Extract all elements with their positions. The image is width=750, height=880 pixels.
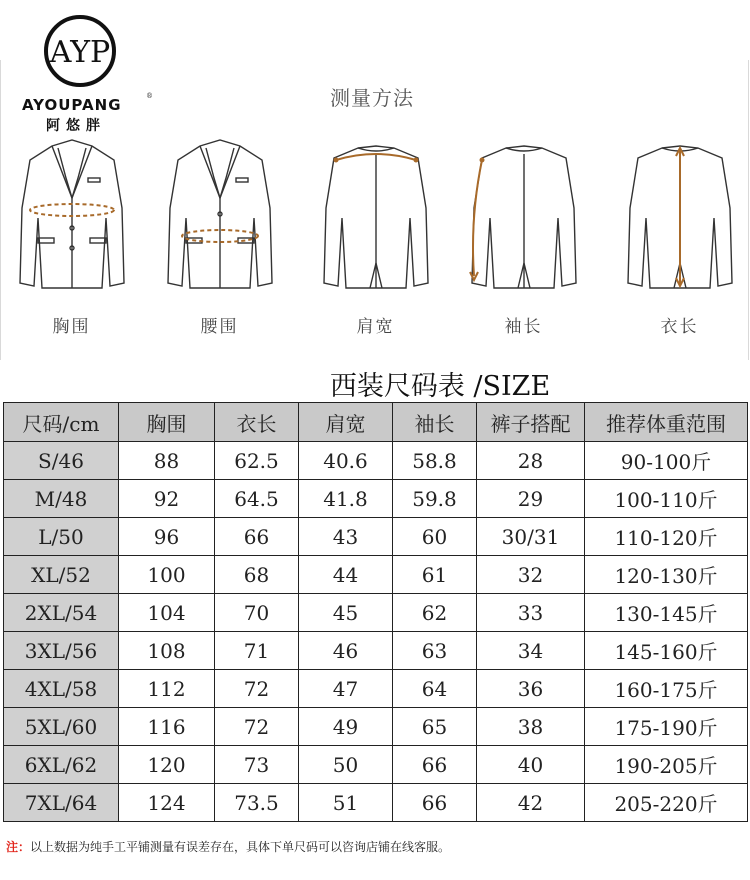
table-cell: 34: [477, 632, 585, 670]
table-cell: 38: [477, 708, 585, 746]
table-cell: 70: [215, 594, 299, 632]
note-text: 以上数据为纯手工平铺测量有误差存在，具体下单尺码可以咨询店铺在线客服。: [30, 840, 451, 854]
table-cell: 44: [299, 556, 393, 594]
size-chart-title: 西装尺码表 /SIZE: [329, 371, 551, 402]
table-cell: 65: [393, 708, 477, 746]
column-header: 衣长: [215, 403, 299, 442]
size-table: [3, 402, 748, 822]
table-cell: 160-175斤: [585, 670, 748, 708]
table-cell: 92: [119, 480, 215, 518]
table-cell: 28: [477, 442, 585, 480]
table-cell: 61: [393, 556, 477, 594]
table-row: [4, 480, 748, 518]
table-cell: 100-110斤: [585, 480, 748, 518]
size-cell: 7XL/64: [4, 784, 119, 822]
table-cell: 90-100斤: [585, 442, 748, 480]
size-cell: 6XL/62: [4, 746, 119, 784]
waist-measure-icon: [162, 138, 277, 298]
table-row: [4, 556, 748, 594]
size-cell: M/48: [4, 480, 119, 518]
table-cell: 46: [299, 632, 393, 670]
column-header: 推荐体重范围: [585, 403, 748, 442]
table-cell: 68: [215, 556, 299, 594]
table-cell: 96: [119, 518, 215, 556]
table-cell: 64.5: [215, 480, 299, 518]
chest-measure-icon: [14, 138, 129, 298]
figure-label-waist: 腰围: [200, 317, 239, 337]
table-row: [4, 518, 748, 556]
table-cell: 66: [393, 746, 477, 784]
table-cell: 120: [119, 746, 215, 784]
size-cell: S/46: [4, 442, 119, 480]
figure-label-chest: 胸围: [52, 317, 91, 337]
table-cell: 205-220斤: [585, 784, 748, 822]
brand-name-cn: 阿悠胖: [46, 118, 106, 134]
column-header: 胸围: [119, 403, 215, 442]
table-cell: 116: [119, 708, 215, 746]
table-cell: 130-145斤: [585, 594, 748, 632]
size-cell: 2XL/54: [4, 594, 119, 632]
table-cell: 66: [215, 518, 299, 556]
table-cell: 66: [393, 784, 477, 822]
table-cell: 29: [477, 480, 585, 518]
table-cell: 59.8: [393, 480, 477, 518]
note-prefix: 注：: [6, 840, 31, 854]
table-cell: 73.5: [215, 784, 299, 822]
column-header: 肩宽: [299, 403, 393, 442]
table-row: [4, 442, 748, 480]
table-cell: 32: [477, 556, 585, 594]
column-header: 袖长: [393, 403, 477, 442]
table-cell: 43: [299, 518, 393, 556]
table-row: [4, 784, 748, 822]
table-row: [4, 632, 748, 670]
table-cell: 110-120斤: [585, 518, 748, 556]
table-cell: 120-130斤: [585, 556, 748, 594]
divider: [0, 60, 1, 360]
brand-name: AYOUPANG: [22, 96, 122, 114]
table-row: [4, 746, 748, 784]
table-cell: 60: [393, 518, 477, 556]
table-cell: 40.6: [299, 442, 393, 480]
table-cell: 73: [215, 746, 299, 784]
table-cell: 62.5: [215, 442, 299, 480]
table-cell: 58.8: [393, 442, 477, 480]
table-cell: 42: [477, 784, 585, 822]
table-cell: 45: [299, 594, 393, 632]
registered-mark: ®: [146, 92, 153, 100]
column-header: 尺码/cm: [4, 403, 119, 442]
figure-label-sleeve: 袖长: [504, 317, 543, 337]
table-cell: 63: [393, 632, 477, 670]
size-cell: 4XL/58: [4, 670, 119, 708]
table-cell: 175-190斤: [585, 708, 748, 746]
table-cell: 33: [477, 594, 585, 632]
size-cell: 3XL/56: [4, 632, 119, 670]
shoulder-measure-icon: [318, 138, 433, 298]
table-cell: 72: [215, 708, 299, 746]
svg-text:AYP: AYP: [49, 35, 111, 70]
table-cell: 88: [119, 442, 215, 480]
table-cell: 40: [477, 746, 585, 784]
table-cell: 62: [393, 594, 477, 632]
table-cell: 124: [119, 784, 215, 822]
table-cell: 108: [119, 632, 215, 670]
table-cell: 104: [119, 594, 215, 632]
size-cell: 5XL/60: [4, 708, 119, 746]
table-cell: 51: [299, 784, 393, 822]
table-cell: 71: [215, 632, 299, 670]
table-row: [4, 708, 748, 746]
logo-emblem: [43, 14, 117, 88]
table-cell: 49: [299, 708, 393, 746]
size-cell: XL/52: [4, 556, 119, 594]
table-cell: 50: [299, 746, 393, 784]
size-cell: L/50: [4, 518, 119, 556]
measurement-guide: [0, 0, 750, 360]
table-header-row: [4, 403, 748, 442]
figure-label-shoulder: 肩宽: [356, 317, 395, 337]
table-cell: 30/31: [477, 518, 585, 556]
brand-logo: [18, 14, 153, 134]
figure-label-length: 衣长: [660, 317, 699, 337]
table-cell: 145-160斤: [585, 632, 748, 670]
method-title: 测量方法: [330, 86, 414, 110]
table-cell: 112: [119, 670, 215, 708]
table-cell: 41.8: [299, 480, 393, 518]
table-cell: 190-205斤: [585, 746, 748, 784]
table-row: [4, 594, 748, 632]
divider: [748, 60, 749, 360]
table-cell: 36: [477, 670, 585, 708]
column-header: 裤子搭配: [477, 403, 585, 442]
table-cell: 100: [119, 556, 215, 594]
table-cell: 64: [393, 670, 477, 708]
footnote: [6, 838, 450, 855]
table-row: [4, 670, 748, 708]
length-measure-icon: [622, 138, 737, 298]
sleeve-measure-icon: [466, 138, 581, 298]
table-cell: 47: [299, 670, 393, 708]
table-cell: 72: [215, 670, 299, 708]
